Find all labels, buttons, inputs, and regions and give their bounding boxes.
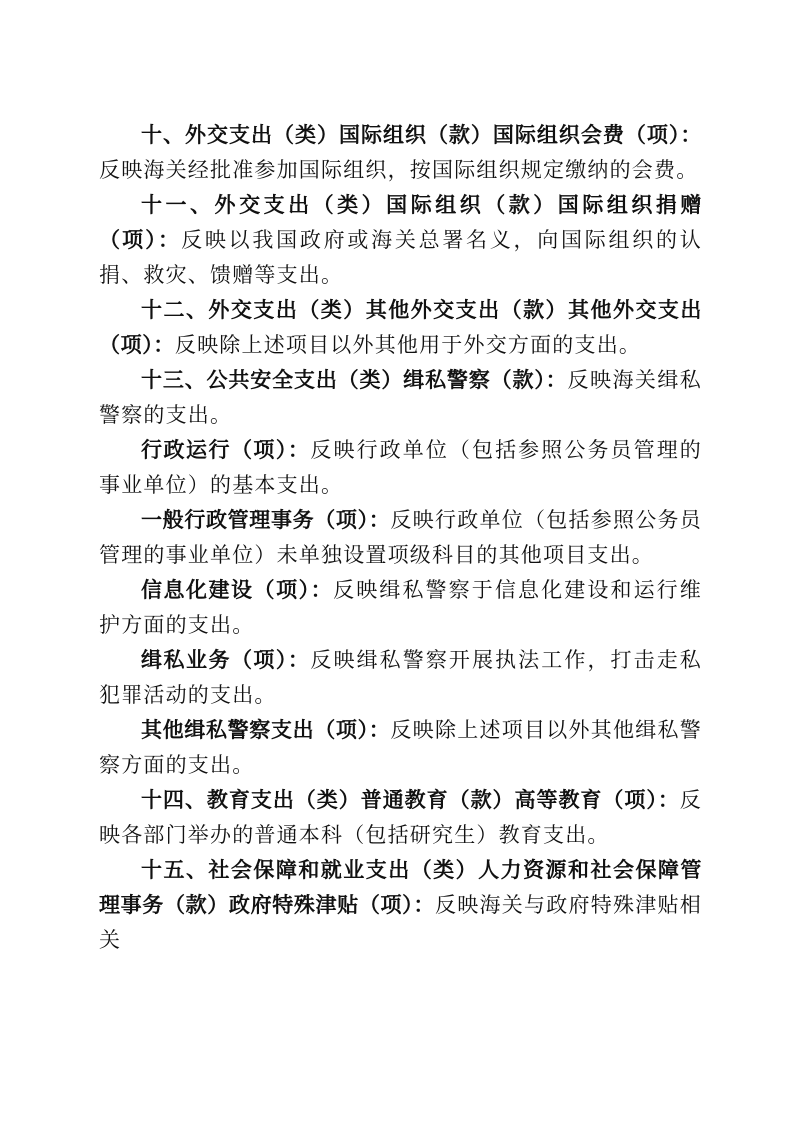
paragraph-heading: 十一、外交支出（类）国际组织（款）国际组织捐赠（项）： <box>99 193 702 252</box>
paragraph-other-anti-smuggling <box>99 713 702 783</box>
paragraph-text: 反映海关与政府特殊津贴相关 <box>99 893 702 952</box>
paragraph-text: 反映各部门举办的普通本科（包括研究生）教育支出。 <box>99 788 702 847</box>
paragraph-heading: 十二、外交支出（类）其他外交支出（款）其他外交支出（项）： <box>99 298 702 357</box>
paragraph-heading: 缉私业务（项）： <box>141 648 311 672</box>
paragraph-heading: 十四、教育支出（类）普通教育（款）高等教育（项）： <box>141 788 680 812</box>
paragraph-text: 反映缉私警察于信息化建设和运行维护方面的支出。 <box>99 578 702 637</box>
paragraph-text: 反映以我国政府或海关总署名义，向国际组织的认捐、救灾、馈赠等支出。 <box>99 228 702 287</box>
paragraph-anti-smuggling-police <box>99 363 702 433</box>
paragraph-text: 反映行政单位（包括参照公务员管理的事业单位）未单独设置项级科目的其他项目支出。 <box>99 508 702 567</box>
paragraph-special-government-allowance <box>99 853 702 958</box>
paragraph-heading: 十三、公共安全支出（类）缉私警察（款）： <box>141 368 568 392</box>
paragraph-administrative-operation <box>99 433 702 503</box>
paragraph-heading: 十五、社会保障和就业支出（类）人力资源和社会保障管理事务（款）政府特殊津贴（项）： <box>99 858 702 917</box>
paragraph-heading: 十、外交支出（类）国际组织（款）国际组织会费（项）： <box>141 123 702 147</box>
paragraph-foreign-affairs-donations <box>99 188 702 293</box>
paragraph-general-administration <box>99 503 702 573</box>
paragraph-foreign-affairs-membership-fees <box>99 118 702 188</box>
paragraph-higher-education <box>99 783 702 853</box>
paragraph-anti-smuggling-business <box>99 643 702 713</box>
document-body <box>99 118 702 958</box>
paragraph-text: 反映海关经批准参加国际组织，按国际组织规定缴纳的会费。 <box>99 158 699 182</box>
paragraph-informatization <box>99 573 702 643</box>
paragraph-text: 反映除上述项目以外其他用于外交方面的支出。 <box>174 333 642 357</box>
paragraph-heading: 行政运行（项）： <box>141 438 311 462</box>
paragraph-heading: 一般行政管理事务（项）： <box>141 508 391 532</box>
paragraph-other-foreign-affairs <box>99 293 702 363</box>
paragraph-text: 反映海关缉私警察的支出。 <box>99 368 703 427</box>
paragraph-text: 反映除上述项目以外其他缉私警察方面的支出。 <box>99 718 702 777</box>
paragraph-text: 反映缉私警察开展执法工作，打击走私犯罪活动的支出。 <box>99 648 702 707</box>
paragraph-text: 反映行政单位（包括参照公务员管理的事业单位）的基本支出。 <box>99 438 702 497</box>
paragraph-heading: 其他缉私警察支出（项）： <box>141 718 391 742</box>
paragraph-heading: 信息化建设（项）： <box>141 578 334 602</box>
